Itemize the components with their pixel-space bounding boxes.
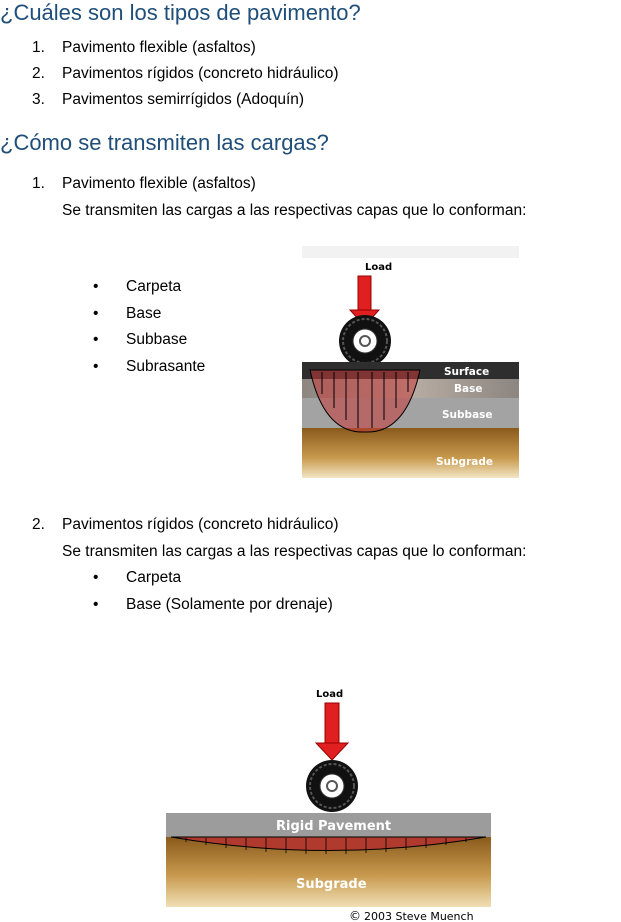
list-number: 1.: [32, 175, 45, 192]
bullet-icon: •: [93, 569, 99, 586]
layer-label-surface: Surface: [444, 366, 490, 378]
load-label: Load: [365, 262, 393, 273]
layer-label-rigid-pavement: Rigid Pavement: [276, 819, 392, 834]
bullet-icon: •: [93, 596, 99, 613]
list-item-title: Pavimentos rígidos (concreto hidráulico): [62, 516, 339, 533]
list-item-description: Se transmiten las cargas a las respectivas capas que lo conforman:: [62, 543, 527, 560]
rigid-pavement-figure: [166, 684, 491, 922]
layer-label-base: Base: [454, 383, 483, 395]
layer-label-subbase: Subbase: [442, 409, 493, 421]
list-item: Pavimentos semirrígidos (Adoquín): [62, 91, 305, 108]
layer-label-subgrade: Subgrade: [436, 456, 493, 468]
list-item-title: Pavimento flexible (asfaltos): [62, 175, 256, 192]
bullet-icon: •: [93, 305, 99, 322]
heading-tipos: ¿Cuáles son los tipos de pavimento?: [0, 0, 361, 25]
bullet-icon: •: [93, 331, 99, 348]
tire-icon: [306, 760, 358, 812]
bullet-item: Base (Solamente por drenaje): [126, 596, 333, 613]
bullet-item: Carpeta: [126, 278, 182, 295]
bullet-icon: •: [93, 358, 99, 375]
bullet-item: Base: [126, 305, 162, 322]
list-item-description: Se transmiten las cargas a las respectivas capas que lo conforman:: [62, 202, 527, 219]
tire-icon: [339, 315, 391, 367]
list-item: Pavimentos rígidos (concreto hidráulico): [62, 65, 339, 82]
figure-credit: 2003 Steve Muench: [364, 910, 474, 922]
bullet-item: Subbase: [126, 331, 188, 348]
load-label: Load: [316, 689, 344, 700]
list-item: Pavimento flexible (asfaltos): [62, 39, 256, 56]
heading-cargas: ¿Cómo se transmiten las cargas?: [0, 130, 329, 155]
list-number: 2.: [32, 65, 45, 82]
bullet-item: Subrasante: [126, 358, 206, 375]
flexible-pavement-figure: [302, 246, 519, 478]
list-number: 1.: [32, 39, 45, 56]
layer-label-subgrade: Subgrade: [296, 877, 367, 892]
bullet-icon: •: [93, 278, 99, 295]
list-number: 3.: [32, 91, 45, 108]
list-number: 2.: [32, 516, 45, 533]
copyright-icon: ©: [349, 909, 361, 922]
bullet-item: Carpeta: [126, 569, 182, 586]
